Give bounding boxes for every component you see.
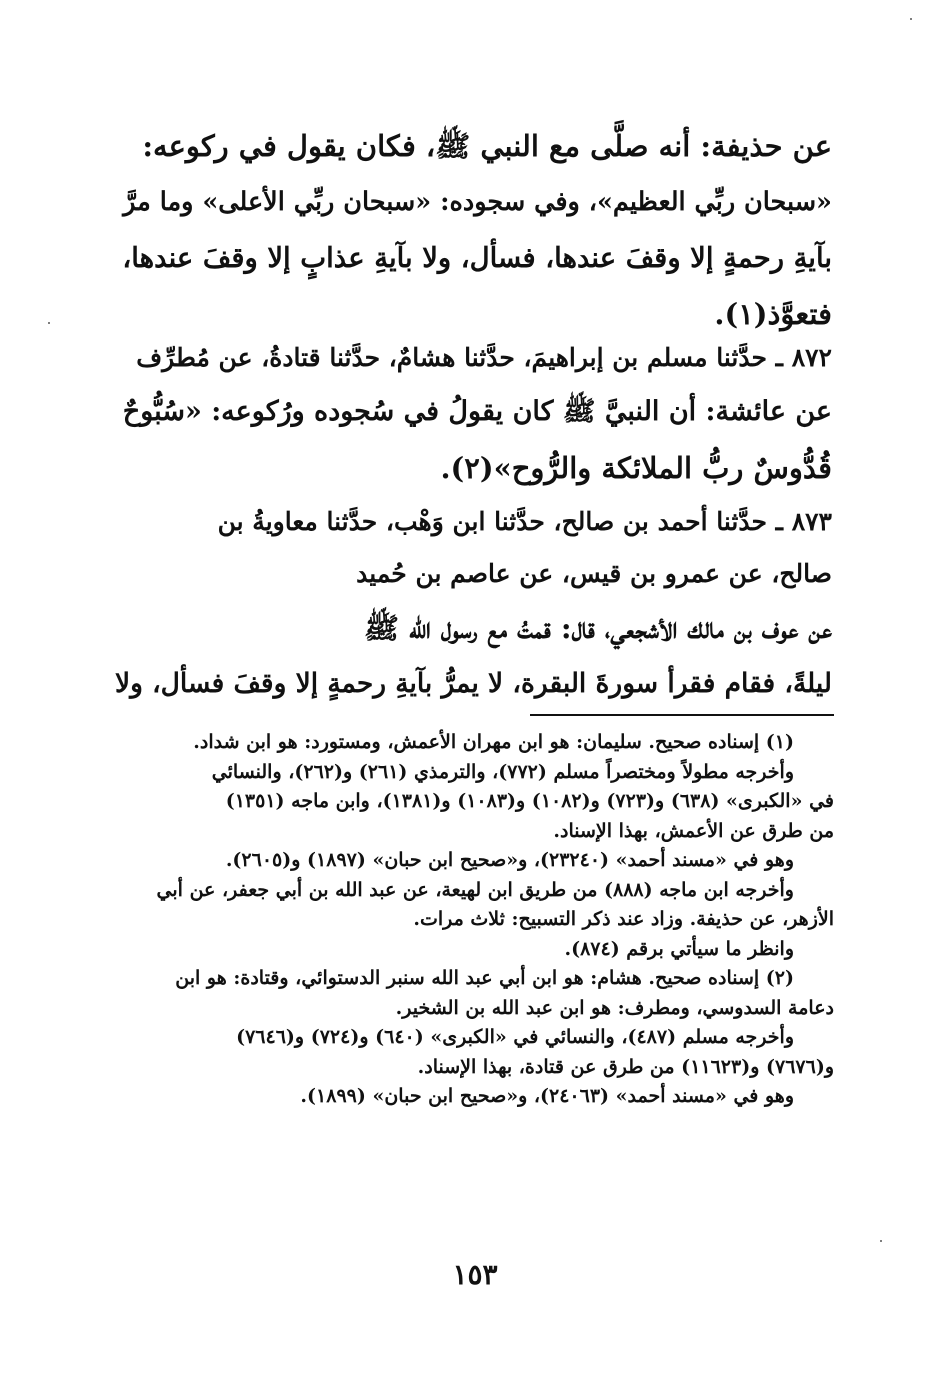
scan-speck bbox=[48, 322, 50, 324]
text-line: قُدُّوسٌ ربُّ الملائكة والرُّوح»(٢). bbox=[440, 451, 832, 485]
footnote-line: وأخرجه ابن ماجه (٨٨٨) من طريق ابن لهيعة، عن عبد الله بن أبي جعفر، عن أبي bbox=[156, 878, 794, 901]
scan-speck bbox=[880, 1240, 882, 1242]
footnote-line: الأزهر، عن حذيفة. وزاد عند ذكر التسبيح: ثلاث مرات. bbox=[413, 908, 834, 930]
footnote-line: دعامة السدوسي، ومطرف: هو ابن عبد الله بن الشخير. bbox=[395, 996, 834, 1019]
footnote-line: وهو في «مسند أحمد» (٢٣٢٤٠)، و«صحيح ابن حبان» (١٨٩٧) و(٢٦٠٥). bbox=[225, 849, 794, 871]
isnad-873-line: ٨٧٣ ـ حدَّثنا أحمد بن صالح، حدَّثنا ابن وَهْب، حدَّثنا معاويةُ بن bbox=[217, 507, 832, 536]
isnad-873-line: صالح، عن عمرو بن قيس، عن عاصم بن حُميد bbox=[356, 559, 832, 588]
footnote-line: وأخرجه مسلم (٤٨٧)، والنسائي في «الكبرى» (٦٤٠) و(٧٢٤) و(٧٦٤٦) bbox=[236, 1026, 794, 1048]
footnote-line: من طرق عن الأعمش، بهذا الإسناد. bbox=[553, 819, 834, 842]
text-line: عن عوف بن مالك الأشجعي، قال: قمتُ مع رسول الله ﷺ bbox=[363, 611, 832, 645]
text-line: ليلةً، فقام فقرأ سورةَ البقرة، لا يمرُّ بآيةِ رحمةٍ إلا وقفَ فسأل، ولا bbox=[114, 668, 832, 699]
hadith-text-1 bbox=[112, 118, 832, 342]
footnote-line: (٢) إسناده صحيح. هشام: هو ابن أبي عبد الله سنبر الدستوائي، وقتادة: هو ابن bbox=[175, 967, 794, 989]
isnad-872: ٨٧٢ ـ حدَّثنا مسلم بن إبراهيمَ، حدَّثنا هشامٌ، حدَّثنا قتادةُ، عن مُطرِّف bbox=[136, 343, 832, 372]
footnote-line: وأخرجه مطولاً ومختصراً مسلم (٧٧٢)، والترمذي (٢٦١) و(٢٦٢)، والنسائي bbox=[211, 760, 794, 783]
text-line: فتعوَّذ(١). bbox=[714, 297, 832, 331]
text-line: عن حذيفة: أنه صلَّى مع النبي ﷺ، فكان يقول في ركوعه: bbox=[142, 129, 832, 163]
scan-speck bbox=[910, 18, 912, 20]
text-line: «سبحان ربِّي العظيم»، وفي سجوده: «سبحان ربِّي الأعلى» وما مرَّ bbox=[123, 187, 832, 217]
footnote-line: في «الكبرى» (٦٣٨) و(٧٢٣) و(١٠٨٢) و(١٠٨٣) و(١٣٨١)، وابن ماجه (١٣٥١) bbox=[225, 790, 834, 812]
text-line: عن عائشة: أن النبيَّ ﷺ كان يقولُ في سُجوده ورُكوعه: «سُبُّوحٌ bbox=[122, 396, 832, 427]
text-line: بآيةِ رحمةٍ إلا وقفَ عندها، فسأل، ولا بآيةِ عذابٍ إلا وقفَ عندها، bbox=[122, 242, 832, 274]
hadith-872 bbox=[112, 332, 832, 496]
footnote-line: وهو في «مسند أحمد» (٢٤٠٦٣)، و«صحيح ابن حبان» (١٨٩٩). bbox=[300, 1085, 794, 1107]
footnote-line: وانظر ما سيأتي برقم (٨٧٤). bbox=[564, 937, 794, 960]
page-number: ١٥٣ bbox=[452, 1258, 498, 1291]
footnote-line: (١) إسناده صحيح. سليمان: هو ابن مهران الأعمش، ومستورد: هو ابن شداد. bbox=[193, 731, 794, 753]
hadith-873 bbox=[112, 496, 832, 712]
footnotes bbox=[112, 728, 834, 1112]
footnote-line: و(٧٦٧٦) و(١١٦٢٣) من طرق عن قتادة، بهذا الإسناد. bbox=[417, 1055, 834, 1078]
footnote-separator bbox=[530, 714, 834, 716]
